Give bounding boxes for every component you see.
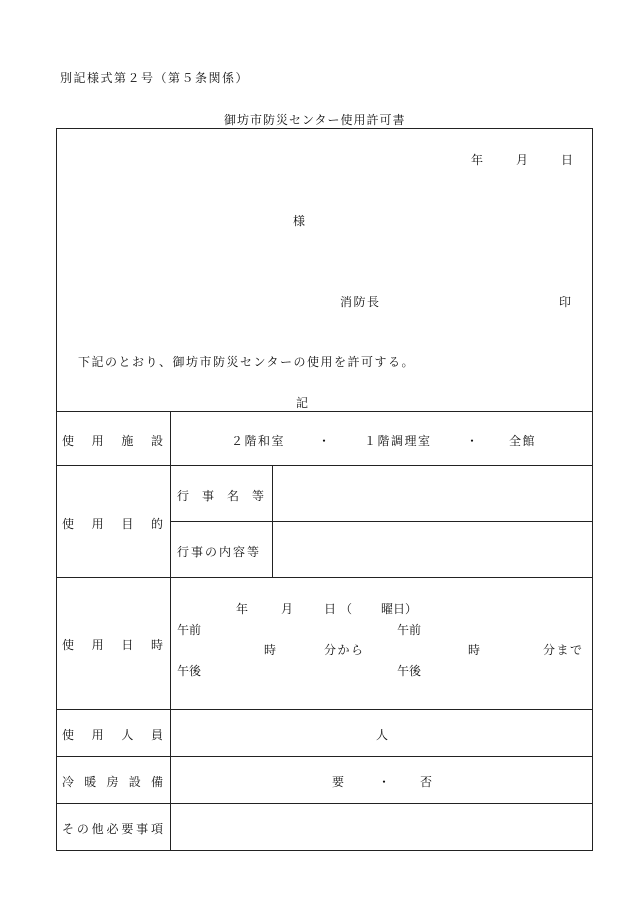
permission-statement: 下記のとおり、御坊市防災センターの使用を許可する。 xyxy=(78,355,416,369)
start-am[interactable]: 午前 xyxy=(177,623,202,637)
start-hour: 時 xyxy=(264,643,277,657)
end-am[interactable]: 午前 xyxy=(397,623,422,637)
end-pm[interactable]: 午後 xyxy=(397,664,422,678)
facility-separator: ・ xyxy=(318,434,331,448)
hvac-not-required[interactable]: 否 xyxy=(420,775,433,789)
facility-option-1f-cooking-room[interactable]: １階調理室 xyxy=(364,434,432,448)
facility-option-entire-building[interactable]: 全館 xyxy=(509,434,537,448)
event-name-field[interactable] xyxy=(275,467,591,519)
seal-mark: 印 xyxy=(559,295,572,309)
datetime-day: 日（ xyxy=(324,602,357,616)
end-hour: 時 xyxy=(468,643,481,657)
header-day: 日 xyxy=(561,153,574,167)
event-content-field[interactable] xyxy=(275,523,591,575)
issuer-title: 消防長 xyxy=(340,295,381,309)
row-divider-datetime-top xyxy=(56,577,593,578)
other-notes-field[interactable] xyxy=(173,805,591,849)
start-pm[interactable]: 午後 xyxy=(177,664,202,678)
label-other: そ の 他 必 要 事 項 xyxy=(62,822,163,836)
row-divider-other-top xyxy=(56,803,593,804)
row-divider-purpose-mid xyxy=(171,521,593,522)
datetime-year: 年 xyxy=(236,602,249,616)
row-divider-people-top xyxy=(56,709,593,710)
datetime-weekday: 曜日） xyxy=(381,602,418,616)
purpose-sub-divider xyxy=(272,465,273,577)
ki-mark: 記 xyxy=(296,396,309,410)
row-divider-facility-top xyxy=(56,411,593,412)
label-facility: 使 用 施 設 xyxy=(62,434,163,448)
start-from: 分から xyxy=(324,643,365,657)
datetime-month: 月 xyxy=(281,602,294,616)
label-datetime: 使 用 日 時 xyxy=(62,638,163,652)
people-unit: 人 xyxy=(376,728,389,742)
label-event-name: 行 事 名 等 xyxy=(177,489,264,503)
facility-option-2f-japanese-room[interactable]: ２階和室 xyxy=(231,434,286,448)
facility-separator: ・ xyxy=(466,434,479,448)
label-hvac: 冷 暖 房 設 備 xyxy=(62,775,163,789)
label-event-content: 行事の内容等 xyxy=(177,545,262,559)
addressee-suffix: 様 xyxy=(293,214,306,228)
label-column-divider xyxy=(170,411,171,851)
header-month: 月 xyxy=(516,153,529,167)
label-purpose: 使 用 目 的 xyxy=(62,517,163,531)
header-year: 年 xyxy=(471,153,484,167)
row-divider-hvac-top xyxy=(56,756,593,757)
hvac-separator: ・ xyxy=(378,775,391,789)
document-title: 御坊市防災センター使用許可書 xyxy=(224,113,406,127)
form-number: 別記様式第２号（第５条関係） xyxy=(60,71,250,85)
hvac-required[interactable]: 要 xyxy=(332,775,345,789)
row-divider-purpose-top xyxy=(56,465,593,466)
label-people: 使 用 人 員 xyxy=(62,728,163,742)
end-until: 分まで xyxy=(543,643,584,657)
